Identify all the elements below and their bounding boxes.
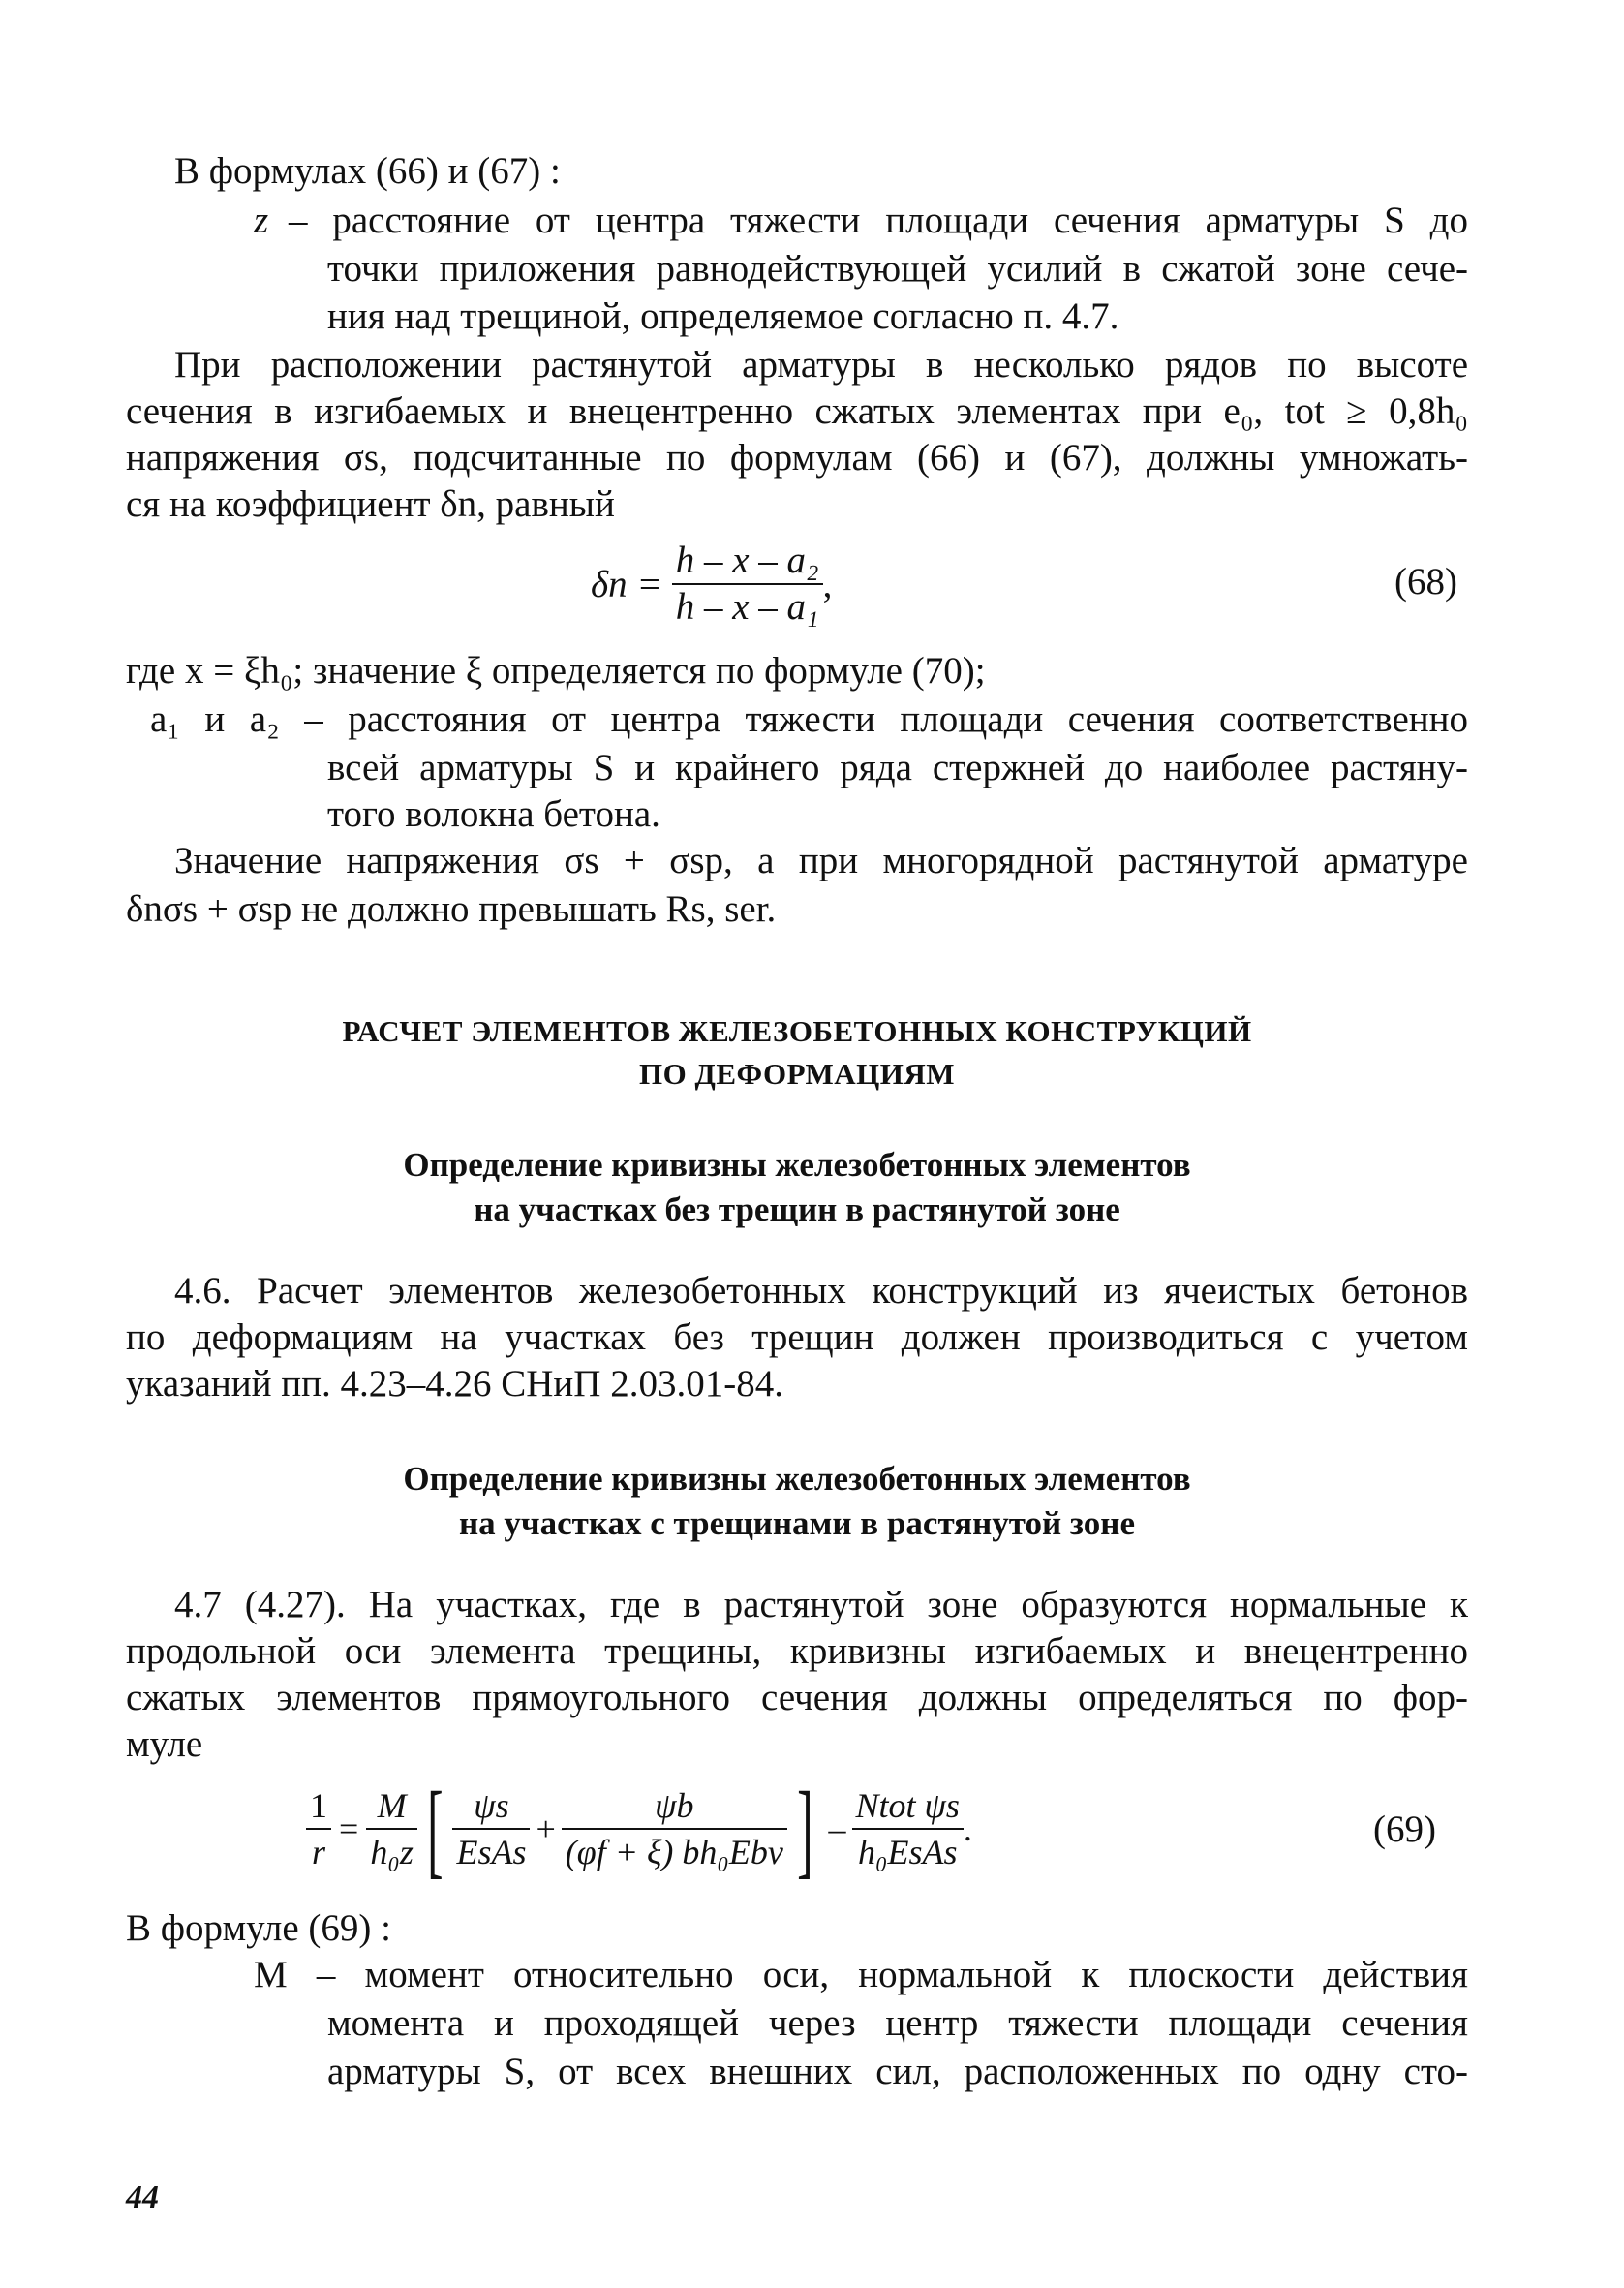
stress-limit-line-2: δnσs + σsp не должно превышать Rs, ser. xyxy=(126,888,777,930)
formula-69-frac-5 xyxy=(852,1783,964,1874)
formula-69-minus: – xyxy=(828,1809,846,1848)
formula-69-tail: . xyxy=(963,1809,972,1848)
formula-69-frac-2-den: h₀z xyxy=(370,1833,414,1871)
formula-68-denominator: h – x – a₁ xyxy=(675,586,819,628)
para46-line-2: по деформациям на участках без трещин должен производиться с учетом xyxy=(126,1316,1468,1358)
formula-69-frac-2-num: M xyxy=(366,1783,417,1830)
formula-69-frac-3-num: ψs xyxy=(452,1783,530,1830)
where68-line-2: a₁ и a₂ – расстояния от центра тяжести площади сечения соответственно xyxy=(150,698,1468,740)
formula-68-number: (68) xyxy=(1394,561,1457,603)
where68-line-4: того волокна бетона. xyxy=(327,793,660,835)
where69-heading: В формуле (69) : xyxy=(126,1907,391,1949)
where69-line-2: момента и проходящей через центр тяжести площади сечения xyxy=(327,2002,1468,2044)
para-multi-line-3: напряжения σs, подсчитанные по формулам (66) и (67), должны умножать- xyxy=(126,437,1468,479)
formula-68-tail: , xyxy=(822,563,833,605)
section-title-line-2: ПО ДЕФОРМАЦИЯМ xyxy=(639,1057,955,1091)
para47-line-1: 4.7 (4.27). На участках, где в растянутой зоне образуются нормальные к xyxy=(174,1584,1468,1625)
formula-69-frac-1-den: r xyxy=(311,1833,325,1871)
formula-69-frac-4-num: ψb xyxy=(562,1783,787,1830)
stress-limit-line-1: Значение напряжения σs + σsp, а при многорядной растянутой арматуре xyxy=(174,840,1468,881)
formula-69-frac-1-num: 1 xyxy=(306,1783,331,1830)
formula-69-frac-2 xyxy=(366,1783,417,1874)
formula-69 xyxy=(306,1761,972,1897)
para47-line-3: сжатых элементов прямоугольного сечения должны определяться по фор- xyxy=(126,1677,1468,1718)
formula-69-frac-4 xyxy=(562,1783,787,1874)
def-z-symbol: z xyxy=(254,200,269,241)
para-multi-line-2: сечения в изгибаемых и внецентренно сжатых элементах при e₀, tot ≥ 0,8h₀ xyxy=(126,390,1468,432)
formula-69-right-bracket: ] xyxy=(796,1770,813,1888)
def-z-line-3: ния над трещиной, определяемое согласно п. 4.7. xyxy=(327,295,1119,337)
def-z-line-2: точки приложения равнодействующей усилий в сжатой зоне сече- xyxy=(327,248,1468,290)
def-z-line-1: – расстояние от центра тяжести площади сечения арматуры S до xyxy=(289,200,1468,241)
formula-69-frac-5-num: Ntot ψs xyxy=(852,1783,964,1830)
subsection1-line-2: на участках без трещин в растянутой зоне xyxy=(474,1190,1120,1228)
subsection2-line-1: Определение кривизны железобетонных элементов xyxy=(403,1460,1191,1498)
formula-68-lhs: δn = xyxy=(591,563,662,605)
formula-69-frac-1 xyxy=(306,1783,331,1874)
where69-line-3: арматуры S, от всех внешних сил, расположенных по одну сто- xyxy=(327,2051,1468,2092)
para47-line-4: муле xyxy=(126,1723,203,1765)
para46-line-3: указаний пп. 4.23–4.26 СНиП 2.03.01-84. xyxy=(126,1363,783,1405)
formula-68-numerator: h – x – a₂ xyxy=(672,539,823,585)
formula-69-plus: + xyxy=(536,1809,556,1848)
section-title-line-1: РАСЧЕТ ЭЛЕМЕНТОВ ЖЕЛЕЗОБЕТОННЫХ КОНСТРУКЦИЙ xyxy=(342,1014,1252,1048)
formula-69-frac-3 xyxy=(452,1783,530,1874)
formula-69-number: (69) xyxy=(1373,1809,1436,1850)
where68-line-3: всей арматуры S и крайнего ряда стержней до наиболее растяну- xyxy=(327,747,1468,788)
where68-line-1: где x = ξh₀; значение ξ определяется по формуле (70); xyxy=(126,650,986,692)
formula-69-frac-3-den: EsAs xyxy=(456,1833,527,1871)
formula-69-equals: = xyxy=(339,1809,359,1848)
formula-69-left-bracket: [ xyxy=(426,1770,444,1888)
subsection1-line-1: Определение кривизны железобетонных элементов xyxy=(403,1146,1191,1184)
where69-line-1: M – момент относительно оси, нормальной к плоскости действия xyxy=(254,1954,1468,1995)
formula-68 xyxy=(591,531,832,637)
para-multi-line-1: При расположении растянутой арматуры в несколько рядов по высоте xyxy=(174,344,1468,386)
formulas-heading: В формулах (66) и (67) : xyxy=(174,150,561,192)
formula-69-frac-4-den: (φf + ξ) bh₀Ebν xyxy=(565,1833,783,1871)
formula-68-fraction xyxy=(672,539,823,630)
subsection2-line-2: на участках с трещинами в растянутой зоне xyxy=(458,1504,1135,1542)
para46-line-1: 4.6. Расчет элементов железобетонных конструкций из ячеистых бетонов xyxy=(174,1270,1468,1312)
para47-line-2: продольной оси элемента трещины, кривизны изгибаемых и внецентренно xyxy=(126,1630,1468,1672)
para-multi-line-4: ся на коэффициент δn, равный xyxy=(126,483,615,525)
page-number: 44 xyxy=(126,2180,159,2215)
formula-69-frac-5-den: h₀EsAs xyxy=(857,1833,958,1871)
